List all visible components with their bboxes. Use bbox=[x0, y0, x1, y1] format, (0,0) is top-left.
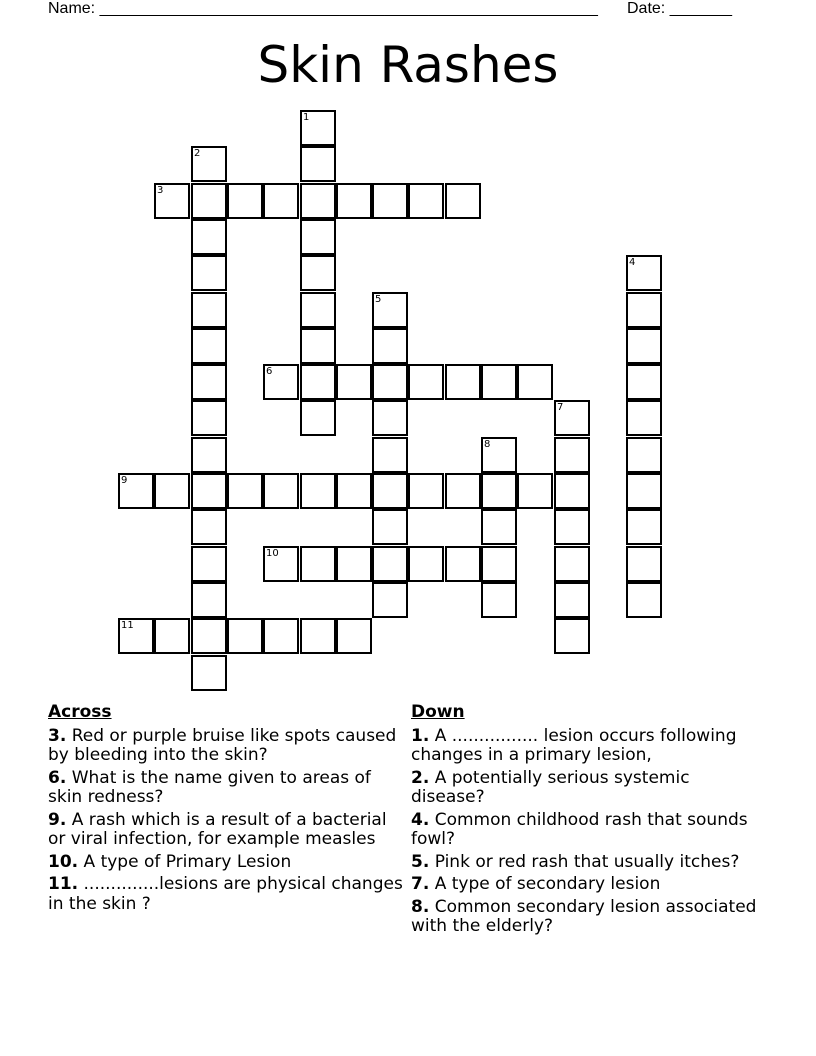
crossword-cell[interactable] bbox=[154, 618, 190, 654]
crossword-cell[interactable] bbox=[445, 364, 481, 400]
crossword-cell[interactable] bbox=[227, 473, 263, 509]
clue-text: A type of Primary Lesion bbox=[83, 851, 292, 872]
crossword-cell[interactable] bbox=[263, 546, 299, 582]
clue-number: 6. bbox=[48, 767, 67, 788]
crossword-cell[interactable] bbox=[191, 364, 227, 400]
crossword-cell[interactable] bbox=[481, 364, 517, 400]
crossword-cell[interactable] bbox=[554, 400, 590, 436]
down-clue bbox=[411, 898, 761, 937]
crossword-cell[interactable] bbox=[372, 473, 408, 509]
down-clue bbox=[411, 811, 761, 850]
clue-text: A rash which is a result of a bacterial or viral infection, for example measles bbox=[48, 809, 387, 849]
crossword-cell[interactable] bbox=[481, 473, 517, 509]
crossword-cell[interactable] bbox=[191, 582, 227, 618]
cell-number: 1 bbox=[303, 112, 310, 123]
cell-number: 7 bbox=[557, 402, 564, 413]
crossword-cell[interactable] bbox=[263, 364, 299, 400]
crossword-cell[interactable] bbox=[626, 255, 662, 291]
crossword-cell[interactable] bbox=[481, 437, 517, 473]
crossword-cell[interactable] bbox=[191, 219, 227, 255]
crossword-cell[interactable] bbox=[554, 582, 590, 618]
crossword-cell[interactable] bbox=[300, 618, 336, 654]
crossword-cell[interactable] bbox=[300, 400, 336, 436]
crossword-cell[interactable] bbox=[408, 473, 444, 509]
name-field-line[interactable]: Name: ________________________________________________________ bbox=[48, 0, 598, 17]
crossword-cell[interactable] bbox=[300, 110, 336, 146]
crossword-cell[interactable] bbox=[554, 546, 590, 582]
cell-number: 6 bbox=[266, 366, 273, 377]
down-clues bbox=[411, 703, 761, 940]
crossword-cell[interactable] bbox=[626, 292, 662, 328]
crossword-cell[interactable] bbox=[372, 328, 408, 364]
crossword-cell[interactable] bbox=[300, 364, 336, 400]
clue-number: 9. bbox=[48, 809, 67, 830]
crossword-cell[interactable] bbox=[372, 183, 408, 219]
crossword-cell[interactable] bbox=[300, 473, 336, 509]
crossword-cell[interactable] bbox=[626, 546, 662, 582]
crossword-cell[interactable] bbox=[263, 618, 299, 654]
crossword-cell[interactable] bbox=[154, 473, 190, 509]
crossword-cell[interactable] bbox=[517, 473, 553, 509]
crossword-cell[interactable] bbox=[554, 437, 590, 473]
crossword-cell[interactable] bbox=[300, 183, 336, 219]
down-heading: Down bbox=[411, 702, 465, 722]
crossword-cell[interactable] bbox=[626, 582, 662, 618]
clue-number: 8. bbox=[411, 896, 430, 917]
crossword-cell[interactable] bbox=[372, 509, 408, 545]
crossword-cell[interactable] bbox=[300, 328, 336, 364]
crossword-cell[interactable] bbox=[372, 364, 408, 400]
crossword-cell[interactable] bbox=[191, 328, 227, 364]
clue-number: 3. bbox=[48, 725, 67, 746]
across-clue bbox=[48, 769, 408, 808]
crossword-cell[interactable] bbox=[154, 183, 190, 219]
crossword-cell[interactable] bbox=[336, 618, 372, 654]
across-clue bbox=[48, 811, 408, 850]
clue-number: 5. bbox=[411, 851, 430, 872]
crossword-cell[interactable] bbox=[372, 546, 408, 582]
crossword-cell[interactable] bbox=[191, 618, 227, 654]
crossword-cell[interactable] bbox=[626, 328, 662, 364]
crossword-cell[interactable] bbox=[445, 473, 481, 509]
crossword-cell[interactable] bbox=[554, 618, 590, 654]
crossword-cell[interactable] bbox=[191, 509, 227, 545]
clue-text: What is the name given to areas of skin redness? bbox=[48, 767, 371, 807]
across-clue bbox=[48, 727, 408, 766]
clue-text: Pink or red rash that usually itches? bbox=[434, 851, 740, 872]
cell-number: 11 bbox=[121, 620, 134, 631]
down-clue bbox=[411, 727, 761, 766]
clue-number: 10. bbox=[48, 851, 79, 872]
crossword-cell[interactable] bbox=[336, 183, 372, 219]
crossword-cell[interactable] bbox=[300, 292, 336, 328]
crossword-cell[interactable] bbox=[191, 183, 227, 219]
crossword-cell[interactable] bbox=[372, 582, 408, 618]
crossword-cell[interactable] bbox=[191, 437, 227, 473]
date-field-line[interactable]: Date: _______ bbox=[627, 0, 732, 17]
crossword-cell[interactable] bbox=[626, 473, 662, 509]
crossword-cell[interactable] bbox=[191, 546, 227, 582]
crossword-cell[interactable] bbox=[191, 473, 227, 509]
cell-number: 9 bbox=[121, 475, 128, 486]
crossword-cell[interactable] bbox=[481, 546, 517, 582]
crossword-cell[interactable] bbox=[191, 255, 227, 291]
crossword-cell[interactable] bbox=[372, 292, 408, 328]
down-clue bbox=[411, 853, 761, 873]
clue-text: A type of secondary lesion bbox=[434, 874, 661, 894]
cell-number: 3 bbox=[157, 185, 164, 196]
down-clue bbox=[411, 875, 761, 895]
crossword-cell[interactable] bbox=[408, 183, 444, 219]
crossword-cell[interactable] bbox=[191, 400, 227, 436]
crossword-cell[interactable] bbox=[408, 546, 444, 582]
crossword-cell[interactable] bbox=[554, 473, 590, 509]
crossword-cell[interactable] bbox=[118, 618, 154, 654]
across-clue bbox=[48, 875, 408, 914]
crossword-cell[interactable] bbox=[227, 183, 263, 219]
puzzle-title: Skin Rashes bbox=[257, 36, 559, 94]
crossword-cell[interactable] bbox=[263, 473, 299, 509]
crossword-cell[interactable] bbox=[626, 437, 662, 473]
crossword-cell[interactable] bbox=[336, 364, 372, 400]
clue-number: 11. bbox=[48, 874, 79, 894]
across-clues bbox=[48, 703, 408, 917]
clue-text: Red or purple bruise like spots caused by bleeding into the skin? bbox=[48, 725, 397, 765]
crossword-cell[interactable] bbox=[372, 400, 408, 436]
crossword-cell[interactable] bbox=[300, 255, 336, 291]
crossword-cell[interactable] bbox=[263, 183, 299, 219]
crossword-cell[interactable] bbox=[191, 146, 227, 182]
crossword-cell[interactable] bbox=[300, 546, 336, 582]
crossword-cell[interactable] bbox=[626, 509, 662, 545]
crossword-cell[interactable] bbox=[300, 219, 336, 255]
down-clue bbox=[411, 769, 761, 808]
clue-text: A ................ lesion occurs following changes in a primary lesion, bbox=[411, 725, 737, 765]
crossword-cell[interactable] bbox=[191, 292, 227, 328]
crossword-cell[interactable] bbox=[336, 473, 372, 509]
crossword-cell[interactable] bbox=[408, 364, 444, 400]
crossword-cell[interactable] bbox=[227, 618, 263, 654]
clue-number: 4. bbox=[411, 809, 430, 830]
cell-number: 2 bbox=[194, 148, 201, 159]
crossword-cell[interactable] bbox=[445, 546, 481, 582]
cell-number: 4 bbox=[629, 257, 636, 268]
clue-number: 2. bbox=[411, 767, 430, 788]
clue-number: 1. bbox=[411, 725, 430, 746]
crossword-cell[interactable] bbox=[372, 437, 408, 473]
clue-number: 7. bbox=[411, 874, 430, 894]
cell-number: 10 bbox=[266, 548, 279, 559]
cell-number: 5 bbox=[375, 294, 382, 305]
crossword-cell[interactable] bbox=[118, 473, 154, 509]
cell-number: 8 bbox=[484, 439, 491, 450]
crossword-cell[interactable] bbox=[626, 364, 662, 400]
crossword-cell[interactable] bbox=[336, 546, 372, 582]
crossword-cell[interactable] bbox=[554, 509, 590, 545]
clue-text: ..............lesions are physical changes in the skin ? bbox=[48, 874, 403, 914]
crossword-cell[interactable] bbox=[191, 655, 227, 691]
clue-text: Common secondary lesion associated with the elderly? bbox=[411, 896, 757, 936]
crossword-cell[interactable] bbox=[626, 400, 662, 436]
clue-text: A potentially serious systemic disease? bbox=[411, 767, 690, 807]
crossword-cell[interactable] bbox=[517, 364, 553, 400]
crossword-cell[interactable] bbox=[445, 183, 481, 219]
clue-text: Common childhood rash that sounds fowl? bbox=[411, 809, 748, 849]
crossword-cell[interactable] bbox=[481, 509, 517, 545]
crossword-cell[interactable] bbox=[481, 582, 517, 618]
across-heading: Across bbox=[48, 702, 112, 722]
crossword-cell[interactable] bbox=[300, 146, 336, 182]
across-clue bbox=[48, 853, 408, 873]
